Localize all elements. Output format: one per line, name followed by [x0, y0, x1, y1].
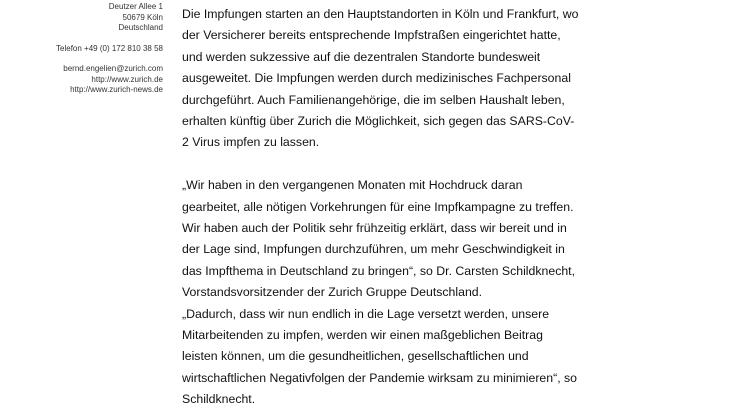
- phone-number: Telefon +49 (0) 172 810 38 58: [56, 43, 163, 53]
- address-country: Deutschland: [118, 23, 163, 32]
- text-line: wirtschaftlichen Negativfolgen der Pandemie wirksam zu minimieren“, so: [182, 370, 578, 385]
- website-link-zurich-news[interactable]: http://www.zurich-news.de: [70, 85, 163, 94]
- text-line: erhalten künftig über Zurich die Möglichkeit, sich gegen das SARS-CoV-: [182, 114, 575, 129]
- text-line: und werden sukzessive auf die dezentralen Standorte bundesweit: [182, 49, 541, 64]
- text-line: gearbeitet, alle nötigen Vorkehrungen für eine Impfkampagne zu treffen.: [182, 199, 574, 214]
- address-block: [0, 2, 163, 34]
- text-line: durchgeführt. Auch Familienangehörige, die im selben Haushalt leben,: [182, 92, 565, 107]
- text-line: der Versicherer bereits entsprechende Impfstraßen eingerichtet hatte,: [182, 28, 561, 43]
- email-link[interactable]: bernd.engelien@zurich.com: [63, 64, 163, 73]
- paragraph-quote-preparations: [182, 175, 652, 303]
- text-line: „Dadurch, dass wir nun endlich in die Lage versetzt werden, unsere: [182, 306, 550, 321]
- phone-block: [0, 44, 163, 55]
- address-city: 50679 Köln: [122, 12, 163, 22]
- text-line: der Lage sind, Impfungen durchzuführen, um mehr Geschwindigkeit in: [182, 242, 565, 257]
- text-line: 2 Virus impfen zu lassen.: [182, 135, 320, 150]
- contact-block: [0, 64, 163, 96]
- website-link-zurich[interactable]: http://www.zurich.de: [91, 74, 163, 84]
- paragraph-vaccination-rollout: [182, 4, 652, 154]
- text-line: Die Impfungen starten an den Hauptstandorten in Köln und Frankfurt, wo: [182, 7, 579, 21]
- text-line: das Impfthema in Deutschland zu bringen“, so Dr. Carsten Schildknecht,: [182, 263, 576, 278]
- text-line: leisten können, um die gesundheitlichen, gesellschaftlichen und: [182, 349, 529, 364]
- text-line: Wir haben auch der Politik sehr frühzeitig erklärt, dass wir bereit und in: [182, 221, 567, 236]
- text-line: Vorstandsvorsitzender der Zurich Gruppe Deutschland.: [182, 285, 483, 300]
- text-line: Mitarbeitenden zu impfen, werden wir einen maßgeblichen Beitrag: [182, 328, 543, 343]
- text-line: ausgeweitet. Die Impfungen werden durch medizinisches Fachpersonal: [182, 71, 571, 86]
- address-street: Deutzer Allee 1: [108, 2, 163, 11]
- article-body: [182, 4, 652, 411]
- contact-sidebar: [0, 2, 163, 106]
- paragraph-quote-employees: [182, 304, 652, 411]
- text-line: „Wir haben in den vergangenen Monaten mit Hochdruck daran: [182, 178, 523, 193]
- text-line: Schildknecht.: [182, 392, 256, 407]
